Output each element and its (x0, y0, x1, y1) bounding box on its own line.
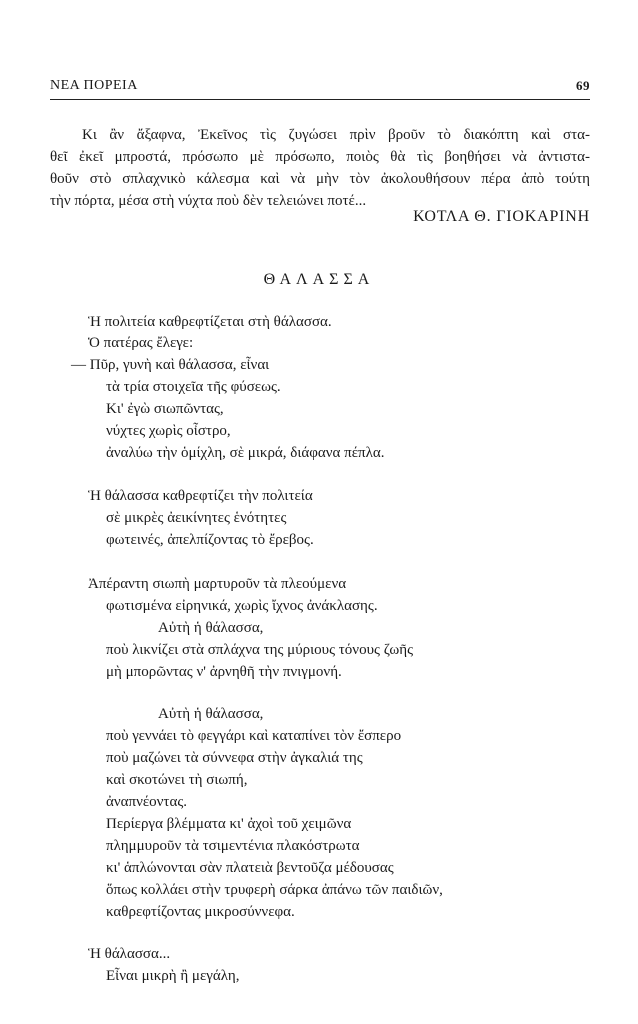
poem-line: ἀναπνέοντας. (106, 794, 188, 810)
prose-line: Κι ἂν ἄξαφνα, Ἐκεῖνος τὶς ζυγώσει πρὶν βροῦν τὸ διακόπτη καὶ στα- (82, 127, 590, 143)
poem-line: ὅπως κολλάει στὴν τρυφερὴ σάρκα ἀπάνω τῶν παιδιῶν, (106, 882, 443, 898)
prose-paragraph (50, 124, 590, 212)
poem-line: Ἀπέραντη σιωπὴ μαρτυροῦν τὰ πλεούμενα (88, 576, 347, 592)
poem-line: φωτισμένα εἰρηνικά, χωρὶς ἴχνος ἀνάκλασης. (106, 598, 378, 614)
poem-line: κι' ἁπλώνονται σὰν πλατειὰ βεντοῦζα μέδουσας (106, 860, 394, 876)
poem-line: Ἡ πολιτεία καθρεφτίζεται στὴ θάλασσα. (88, 314, 332, 330)
poem-title: ΘΑΛΑΣΣΑ (263, 271, 375, 288)
poem-line: ποὺ λικνίζει στὰ σπλάχνα της μύριους τόνους ζωῆς (106, 642, 414, 658)
prose-line: θεῖ ἐκεῖ μπροστά, πρόσωπο μὲ πρόσωπο, ποιὸς θὰ τὶς βοηθήσει νὰ ἀντιστα- (50, 149, 590, 165)
running-header (50, 78, 590, 96)
poem-line: πλημμυροῦν τὰ τσιμεντένια πλακόστρωτα (106, 838, 360, 854)
poem-line: τὰ τρία στοιχεῖα τῆς φύσεως. (106, 379, 281, 395)
poem-line: μὴ μπορῶντας ν' ἀρνηθῆ τὴν πνιγμονή. (106, 664, 342, 680)
poem-line: Ἡ θάλασσα καθρεφτίζει τὴν πολιτεία (88, 488, 313, 504)
poem-line: καὶ σκοτώνει τὴ σιωπή, (106, 772, 248, 788)
author-signature: ΚΟΤΛΑ Θ. ΓΙΟΚΑΡΙΝΗ (413, 208, 590, 225)
poem-line: Περίεργα βλέμματα κι' ἀχοὶ τοῦ χειμῶνα (106, 816, 352, 832)
poem-line: Αὐτὴ ἡ θάλασσα, (158, 706, 264, 722)
poem-line: σὲ μικρὲς ἀεικίνητες ἑνότητες (106, 510, 287, 526)
page-number: 69 (576, 78, 590, 93)
journal-title: ΝΕΑ ΠΟΡΕΙΑ (50, 78, 138, 93)
prose-line: θοῦν στὸ σπλαχνικὸ κάλεσμα καὶ νὰ μὴν τὸν ἀκολουθήσουν πέρα ἀπὸ τούτη (50, 171, 590, 187)
header-rule (50, 99, 590, 100)
poem-line: Ὁ πατέρας ἔλεγε: (88, 335, 194, 351)
poem-line: Κι' ἐγὼ σιωπῶντας, (106, 401, 224, 417)
poem-line: ἀναλύω τὴν ὁμίχλη, σὲ μικρά, διάφανα πέπλα. (106, 445, 385, 461)
poem-line: φωτεινές, ἀπελπίζοντας τὸ ἔρεβος. (106, 532, 314, 548)
poem-line: καθρεφτίζοντας μικροσύννεφα. (106, 904, 295, 920)
poem-line: Ἡ θάλασσα... (88, 946, 171, 962)
poem-line: ποὺ μαζώνει τὰ σύννεφα στὴν ἀγκαλιά της (106, 750, 363, 766)
poem-line: — Πῦρ, γυνὴ καὶ θάλασσα, εἶναι (71, 357, 270, 373)
poem-line: νύχτες χωρὶς οἶστρο, (106, 423, 231, 439)
poem-line: Εἶναι μικρὴ ἢ μεγάλη, (106, 968, 240, 984)
poem-line: ποὺ γεννάει τὸ φεγγάρι καὶ καταπίνει τὸν ἔσπερο (106, 728, 402, 744)
poem-line: Αὐτὴ ἡ θάλασσα, (158, 620, 264, 636)
prose-line: τὴν πόρτα, μέσα στὴ νύχτα ποὺ δὲν τελειώνει ποτέ... (50, 193, 367, 209)
